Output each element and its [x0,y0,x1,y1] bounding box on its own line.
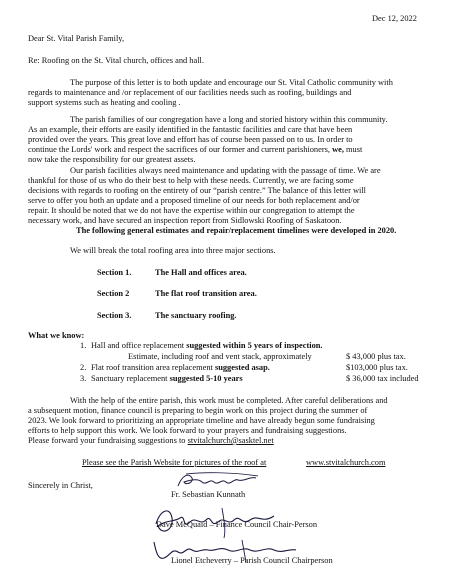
list-item: Sanctuary replacement suggested 5-10 years [91,374,243,383]
paragraph-line: The parish families of our congregation have a long and storied history within this community. [70,115,388,124]
paragraph-line: necessary work, and have secured an inspection report from Sidlowski Roofing of Saskatoon. [28,216,342,225]
list-item: Flat roof transition area replacement suggested asap. [91,363,270,372]
website-note: Please see the Parish Website for pictures of the roof at [82,458,267,467]
paragraph-line: Our parish facilities always need maintenance and updating with the passage of time. We are [70,166,381,175]
signatory-name: Fr. Sebastian Kunnath [171,490,246,499]
paragraph-line: efforts to help support this work. We look forward to your prayers and fundraising suggestions. [28,426,347,435]
paragraph-line: a subsequent motion, finance council is preparing to begin work on this project during the summer of [28,406,368,415]
section-description: The Hall and offices area. [155,268,247,277]
paragraph-line: now take the responsibility for our greatest assets. [28,155,196,164]
paragraph-line: serve to offer you both an update and a proposed timeline of our needs for both replacement and/or [28,196,360,205]
email-link[interactable]: stvitalchurch@sasktel.net [187,436,274,445]
paragraph-line: continue the Lords' work and respect the sacrifices of our former and current parishioners, we, must [28,145,363,154]
letter-date: Dec 12, 2022 [372,14,417,23]
list-item-number: 3. [80,374,87,383]
list-item: Hall and office replacement suggested within 5 years of inspection. [91,341,323,350]
list-item-number: 2. [80,363,87,372]
section-description: The sanctuary roofing. [155,311,237,320]
salutation: Dear St. Vital Parish Family, [28,34,125,43]
paragraph-line: Please forward your fundraising suggestions to stvitalchurch@sasktel.net [28,436,274,445]
list-item-number: 1. [80,341,87,350]
paragraph-line: As an example, their efforts are easily identified in the fantastic facilities and care that have been [28,125,353,134]
what-we-know-heading: What we know: [28,331,85,340]
sections-intro: We will break the total roofing area into three major sections. [70,246,276,255]
list-item-cost: $ 43,000 plus tax. [346,352,406,361]
signature-kunnath [172,470,262,492]
list-item: Estimate, including roof and vent stack, approximately [128,352,312,361]
section-label: Section 2 [97,289,130,298]
section-description: The flat roof transition area. [155,289,257,298]
paragraph-line: decisions with regards to roofing on the entirety of our “parish centre.” The balance of this letter will [28,186,366,195]
section-label: Section 3. [97,311,132,320]
paragraph-line: regards to maintenance and /or replacement of our facilities needs such as roofing, buildings and [28,88,352,97]
signatory-name: Lionel Etcheverry – Parish Council Chairperson [171,556,333,565]
paragraph-line: repair. It should be noted that we do not have the expertise within our congregation to attempt the [28,206,355,215]
paragraph-line: 2023. We look forward to prioritizing an appropriate timeline and have already begun some fundraising [28,416,375,425]
website-link[interactable]: www.stvitalchurch.com [306,458,386,467]
paragraph-line: With the help of the entire parish, this work must be completed. After careful deliberations and [70,396,388,405]
section-label: Section 1. [97,268,132,277]
paragraph-line: thankful for those of us who do their best to help with these needs. Currently, we are facing some [28,176,354,185]
estimates-heading: The following general estimates and repair/replacement timelines were developed in 2020. [76,226,397,235]
paragraph-line: provided over the years. This great love and effort has of course been passed on to us. In order to [28,135,353,144]
closing: Sincerely in Christ, [28,481,93,490]
subject-line: Re: Roofing on the St. Vital church, offices and hall. [28,56,204,65]
signatory-name: Dave McQuaid – Finance Council Chair-Person [156,520,318,529]
list-item-cost: $ 36,000 tax included [346,374,419,383]
list-item-cost: $103,000 plus tax. [346,363,408,372]
paragraph-line: The purpose of this letter is to both update and encourage our St. Vital Catholic community with [70,78,393,87]
paragraph-line: support systems such as heating and cooling . [28,98,181,107]
